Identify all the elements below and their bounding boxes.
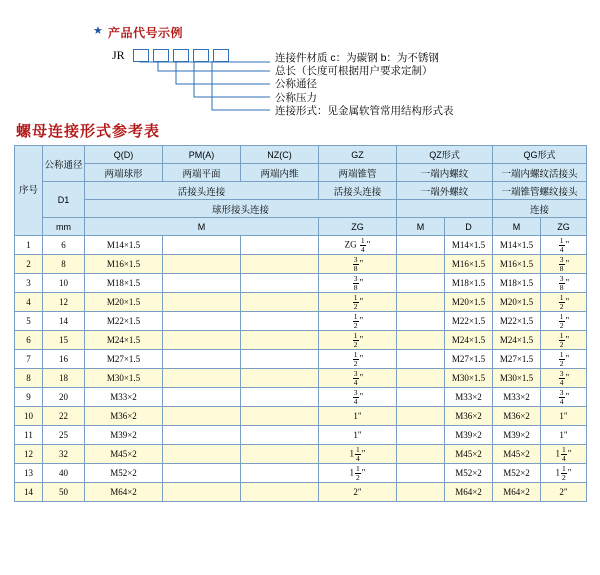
code-box: [173, 49, 189, 62]
table-row: [15, 464, 587, 483]
cell-gz: 1 $\frac{1}{2}$ ": [319, 464, 397, 483]
cell-qg-zg: 1 $\frac{1}{2}$ ": [541, 464, 587, 483]
cell-qd: M20×1.5: [85, 293, 163, 312]
cell-qz-d: M36×2: [445, 407, 493, 426]
table-row: [15, 426, 587, 445]
cell-qg-zg: $\frac{3}{8}$ ": [541, 255, 587, 274]
cell-pm: [163, 293, 241, 312]
cell-qg-zg: $\frac{1}{2}$ ": [541, 331, 587, 350]
cell-qg-zg: $\frac{3}{4}$ ": [541, 369, 587, 388]
header-unit-qg-m: M: [493, 218, 541, 236]
cell-qd: M18×1.5: [85, 274, 163, 293]
cell-seq: 10: [15, 407, 43, 426]
cell-pm: [163, 464, 241, 483]
cell-gz: $\frac{3}{8}$ ": [319, 255, 397, 274]
cell-qz-d: M30×1.5: [445, 369, 493, 388]
cell-qz-m: [397, 369, 445, 388]
cell-nz: [241, 369, 319, 388]
cell-qg-zg: $\frac{1}{2}$ ": [541, 293, 587, 312]
header-d1: D1: [43, 182, 85, 218]
cell-qg-zg: 2": [541, 483, 587, 502]
cell-qg-m: M27×1.5: [493, 350, 541, 369]
cell-qz-m: [397, 407, 445, 426]
cell-seq: 11: [15, 426, 43, 445]
cell-dn: 40: [43, 464, 85, 483]
cell-qg-m: M45×2: [493, 445, 541, 464]
cell-qd: M64×2: [85, 483, 163, 502]
cell-pm: [163, 312, 241, 331]
header-type-nz: 两端内维: [241, 164, 319, 182]
cell-pm: [163, 369, 241, 388]
cell-qg-m: M52×2: [493, 464, 541, 483]
table-row: [15, 274, 587, 293]
cell-qz-m: [397, 388, 445, 407]
header-code-gz: GZ: [319, 146, 397, 164]
cell-qd: M39×2: [85, 426, 163, 445]
header-code-nz: NZ(C): [241, 146, 319, 164]
cell-qz-m: [397, 350, 445, 369]
legend-item-connection-type: 连接形式：见金属软管常用结构形式表: [275, 104, 454, 117]
header-unit-qg-zg: ZG: [541, 218, 587, 236]
cell-qz-m: [397, 426, 445, 445]
cell-nz: [241, 407, 319, 426]
legend-item-nominal-diameter: 公称通径: [275, 78, 317, 91]
cell-gz: $\frac{1}{2}$ ": [319, 312, 397, 331]
header-code-pm: PM(A): [163, 146, 241, 164]
header-type-qg: 一端内螺纹活接头: [493, 164, 587, 182]
cell-nz: [241, 388, 319, 407]
header-code-qd: Q(D): [85, 146, 163, 164]
cell-qd: M36×2: [85, 407, 163, 426]
cell-nz: [241, 293, 319, 312]
header-merge-external-thread: 一端外螺纹: [397, 182, 493, 200]
code-box: [153, 49, 169, 62]
table-row: [15, 331, 587, 350]
cell-seq: 1: [15, 236, 43, 255]
cell-seq: 9: [15, 388, 43, 407]
cell-nz: [241, 464, 319, 483]
cell-qg-zg: $\frac{1}{2}$ ": [541, 350, 587, 369]
cell-qg-zg: 1": [541, 426, 587, 445]
cell-gz: $\frac{1}{2}$ ": [319, 350, 397, 369]
cell-qz-m: [397, 274, 445, 293]
cell-qz-d: M45×2: [445, 445, 493, 464]
header-code-qz: QZ形式: [397, 146, 493, 164]
product-code-legend: [0, 8, 600, 118]
cell-qg-m: M18×1.5: [493, 274, 541, 293]
cell-nz: [241, 312, 319, 331]
cell-qz-m: [397, 464, 445, 483]
cell-qd: M52×2: [85, 464, 163, 483]
code-box: [193, 49, 209, 62]
header-seq-label: 序号: [18, 185, 38, 196]
cell-seq: 14: [15, 483, 43, 502]
nut-connection-table: [14, 145, 587, 502]
table-row: [15, 407, 587, 426]
cell-qz-m: [397, 255, 445, 274]
cell-qz-m: [397, 312, 445, 331]
cell-pm: [163, 407, 241, 426]
cell-qg-zg: $\frac{1}{2}$ ": [541, 312, 587, 331]
cell-qz-d: M64×2: [445, 483, 493, 502]
legend-item-list: [275, 52, 454, 118]
cell-pm: [163, 426, 241, 445]
cell-qg-m: M22×1.5: [493, 312, 541, 331]
cell-seq: 3: [15, 274, 43, 293]
cell-gz: $\frac{1}{2}$ ": [319, 293, 397, 312]
header-type-pm: 两端平面: [163, 164, 241, 182]
cell-seq: 5: [15, 312, 43, 331]
table-row: [15, 255, 587, 274]
code-box: [213, 49, 229, 62]
cell-gz: $\frac{1}{2}$ ": [319, 331, 397, 350]
cell-dn: 18: [43, 369, 85, 388]
cell-qz-d: M22×1.5: [445, 312, 493, 331]
cell-qg-m: M20×1.5: [493, 293, 541, 312]
nut-connection-table-wrap: [14, 145, 586, 502]
legend-item-material: 连接件材质 c：为碳钢 b：为不锈钢: [275, 52, 439, 64]
table-row: [15, 483, 587, 502]
table-row: [15, 445, 587, 464]
cell-dn: 32: [43, 445, 85, 464]
cell-qz-d: M20×1.5: [445, 293, 493, 312]
cell-qg-m: M39×2: [493, 426, 541, 445]
header-dn: 公称通径: [43, 146, 85, 182]
cell-qg-m: M24×1.5: [493, 331, 541, 350]
cell-qg-m: M36×2: [493, 407, 541, 426]
cell-nz: [241, 274, 319, 293]
cell-qz-d: M14×1.5: [445, 236, 493, 255]
code-prefix: JR: [112, 48, 125, 62]
cell-seq: 7: [15, 350, 43, 369]
cell-qd: M14×1.5: [85, 236, 163, 255]
cell-dn: 16: [43, 350, 85, 369]
cell-qg-m: M14×1.5: [493, 236, 541, 255]
cell-nz: [241, 483, 319, 502]
cell-qg-m: M30×1.5: [493, 369, 541, 388]
cell-qz-d: M27×1.5: [445, 350, 493, 369]
header-unit-m: M: [85, 218, 319, 236]
cell-pm: [163, 483, 241, 502]
code-boxes: [133, 49, 229, 62]
cell-seq: 13: [15, 464, 43, 483]
cell-pm: [163, 274, 241, 293]
legend-title: 产品代号示例: [108, 26, 184, 40]
cell-dn: 20: [43, 388, 85, 407]
cell-seq: 4: [15, 293, 43, 312]
header-sub-connect-qg: 连接: [493, 200, 587, 218]
cell-qz-m: [397, 293, 445, 312]
cell-pm: [163, 445, 241, 464]
cell-qz-m: [397, 236, 445, 255]
cell-qg-zg: $\frac{3}{4}$ ": [541, 388, 587, 407]
cell-gz: 1": [319, 407, 397, 426]
cell-pm: [163, 255, 241, 274]
table-row: [15, 293, 587, 312]
star-icon: ★: [93, 25, 103, 37]
header-merge-union: 活接头连接: [85, 182, 319, 200]
header-type-qz: 一端内螺纹: [397, 164, 493, 182]
header-sub-ball-joint: 球形接头连接: [85, 200, 397, 218]
cell-qg-zg: 1": [541, 407, 587, 426]
cell-dn: 25: [43, 426, 85, 445]
cell-seq: 2: [15, 255, 43, 274]
cell-qz-d: M39×2: [445, 426, 493, 445]
table-body: [15, 236, 587, 502]
cell-dn: 14: [43, 312, 85, 331]
table-row: [15, 350, 587, 369]
cell-nz: [241, 236, 319, 255]
table-header-row-units: [15, 218, 587, 236]
table-row: [15, 312, 587, 331]
cell-qd: M45×2: [85, 445, 163, 464]
header-type-gz: 两端锥管: [319, 164, 397, 182]
cell-qz-d: M16×1.5: [445, 255, 493, 274]
header-seq: [15, 146, 43, 236]
table-header-row-merge: [15, 182, 587, 200]
cell-gz: 2": [319, 483, 397, 502]
header-unit-zg: ZG: [319, 218, 397, 236]
cell-qg-zg: $\frac{1}{4}$ ": [541, 236, 587, 255]
cell-nz: [241, 426, 319, 445]
cell-qg-m: M64×2: [493, 483, 541, 502]
cell-nz: [241, 350, 319, 369]
cell-dn: 22: [43, 407, 85, 426]
cell-pm: [163, 236, 241, 255]
cell-nz: [241, 445, 319, 464]
cell-gz: 1": [319, 426, 397, 445]
cell-gz: $\frac{3}{4}$ ": [319, 369, 397, 388]
table-header-row-sub: [15, 200, 587, 218]
table-header-row-types: [15, 164, 587, 182]
table-row: [15, 369, 587, 388]
cell-qd: M22×1.5: [85, 312, 163, 331]
header-unit-qz-m: M: [397, 218, 445, 236]
cell-qz-m: [397, 331, 445, 350]
header-code-qg: QG形式: [493, 146, 587, 164]
cell-gz: $\frac{3}{8}$ ": [319, 274, 397, 293]
cell-qd: M24×1.5: [85, 331, 163, 350]
cell-qd: M16×1.5: [85, 255, 163, 274]
cell-pm: [163, 350, 241, 369]
cell-dn: 10: [43, 274, 85, 293]
cell-qd: M27×1.5: [85, 350, 163, 369]
header-merge-taper-joint: 一端锥管螺纹接头: [493, 182, 587, 200]
table-row: [15, 388, 587, 407]
section-title: 螺母连接形式参考表: [16, 123, 161, 140]
cell-nz: [241, 255, 319, 274]
cell-qz-d: M33×2: [445, 388, 493, 407]
header-merge-union-gz: 活接头连接: [319, 182, 397, 200]
cell-qd: M30×1.5: [85, 369, 163, 388]
cell-qg-m: M33×2: [493, 388, 541, 407]
cell-gz: 1 $\frac{1}{4}$ ": [319, 445, 397, 464]
cell-qg-zg: 1 $\frac{1}{4}$ ": [541, 445, 587, 464]
header-type-qd: 两端球形: [85, 164, 163, 182]
legend-item-length: 总长（长度可根据用户要求定制）: [275, 65, 433, 78]
cell-dn: 15: [43, 331, 85, 350]
header-sub-connect-qz: [397, 200, 493, 218]
table-row: [15, 236, 587, 255]
cell-pm: [163, 388, 241, 407]
cell-gz: ZG $\frac{1}{4}$ ": [319, 236, 397, 255]
header-unit-qz-d: D: [445, 218, 493, 236]
cell-dn: 8: [43, 255, 85, 274]
cell-pm: [163, 331, 241, 350]
cell-qz-m: [397, 445, 445, 464]
cell-dn: 6: [43, 236, 85, 255]
cell-dn: 50: [43, 483, 85, 502]
cell-seq: 6: [15, 331, 43, 350]
cell-qd: M33×2: [85, 388, 163, 407]
cell-qz-m: [397, 483, 445, 502]
table-header-row-codes: [15, 146, 587, 164]
header-unit-mm: mm: [43, 218, 85, 236]
cell-qg-m: M16×1.5: [493, 255, 541, 274]
cell-seq: 8: [15, 369, 43, 388]
cell-dn: 12: [43, 293, 85, 312]
cell-seq: 12: [15, 445, 43, 464]
cell-nz: [241, 331, 319, 350]
cell-gz: $\frac{3}{4}$ ": [319, 388, 397, 407]
cell-qg-zg: $\frac{3}{8}$ ": [541, 274, 587, 293]
legend-item-nominal-pressure: 公称压力: [275, 91, 317, 104]
cell-qz-d: M52×2: [445, 464, 493, 483]
code-box: [133, 49, 149, 62]
cell-qz-d: M18×1.5: [445, 274, 493, 293]
cell-qz-d: M24×1.5: [445, 331, 493, 350]
